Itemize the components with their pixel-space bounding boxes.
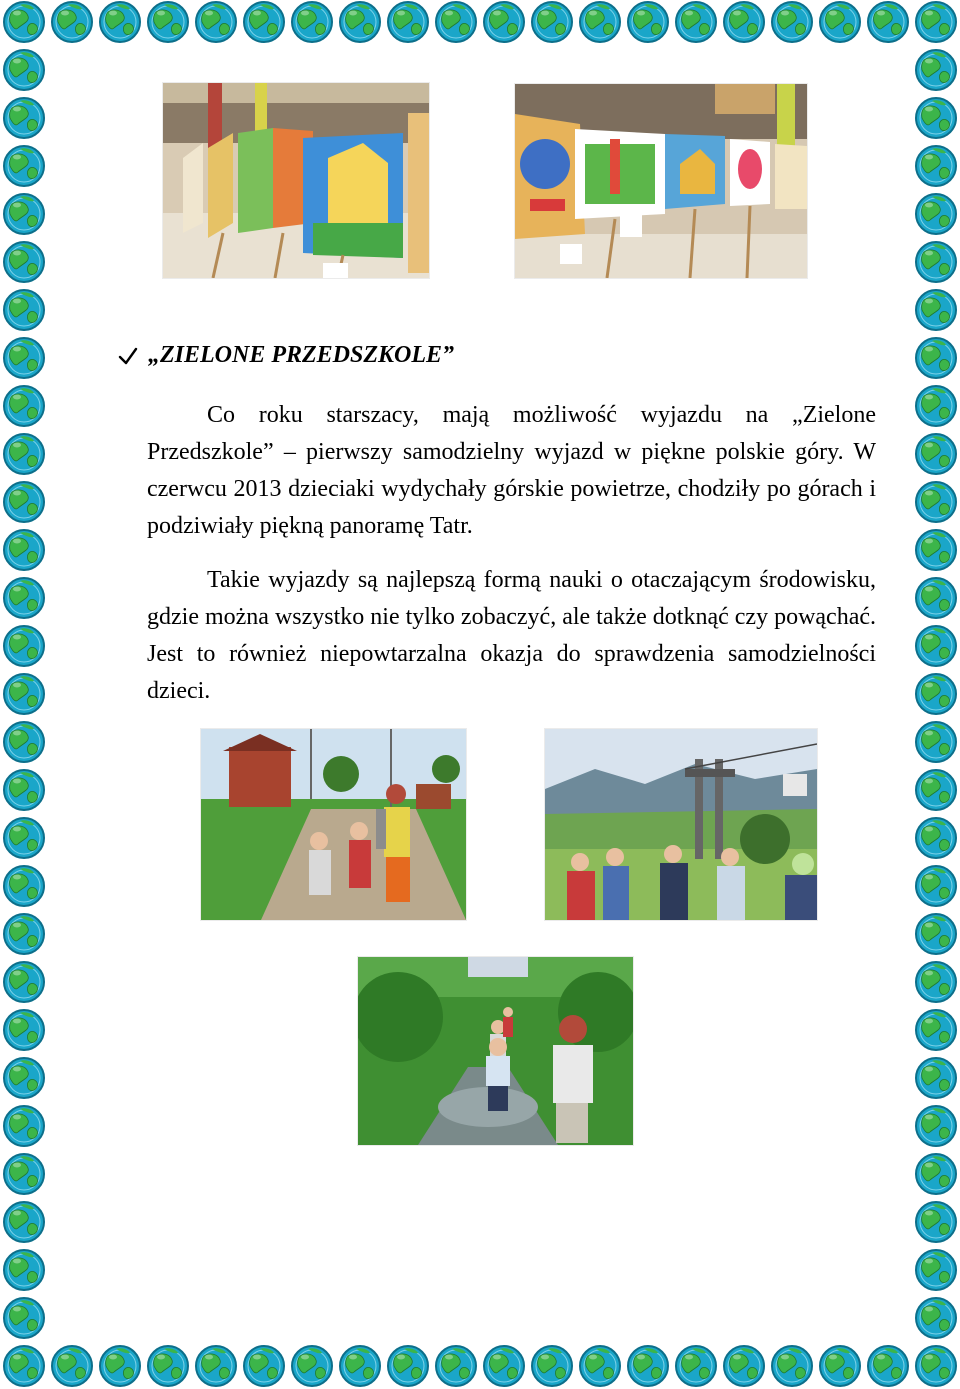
globe-icon: [340, 1346, 380, 1386]
globe-icon: [4, 1202, 44, 1242]
globe-icon: [196, 1346, 236, 1386]
globe-icon: [340, 2, 380, 42]
globe-icon: [388, 1346, 428, 1386]
globe-icon: [4, 98, 44, 138]
globe-icon: [4, 722, 44, 762]
globe-icon: [388, 2, 428, 42]
globe-icon: [436, 1346, 476, 1386]
globe-icon: [916, 626, 956, 666]
globe-icon: [916, 194, 956, 234]
section-heading: [118, 342, 454, 369]
globe-icon: [916, 1154, 956, 1194]
globe-icon: [4, 482, 44, 522]
globe-icon: [4, 50, 44, 90]
globe-icon: [676, 1346, 716, 1386]
paragraph-2-text: Takie wyjazdy są najlepszą formą nauki o otaczającym środowisku, gdzie można wszystko nie tylko zobaczyć, ale także dotknąć czy powąchać. Jest to również niepowtarzalna okazja do sprawdzenia samodzielności dzieci.: [147, 567, 877, 704]
photo-exhibition-paintings-2: [515, 84, 807, 278]
globe-icon: [916, 98, 956, 138]
globe-icon: [580, 2, 620, 42]
globe-icon: [4, 1250, 44, 1290]
globe-icon: [4, 386, 44, 426]
globe-icon: [4, 146, 44, 186]
globe-icon: [4, 914, 44, 954]
check-mark-icon: [118, 346, 138, 366]
paragraph-1-text: Co roku starszacy, mają możliwość wyjazdu na „Zielone Przedszkole” – pierwszy samodzielny wyjazd w piękne polskie góry. W czerwcu 2013 dzieciaki wydychały górskie powietrze, chodziły po górach i podziwiały piękną panoramę Tatr.: [147, 402, 876, 539]
globe-icon: [820, 1346, 860, 1386]
globe-icon: [244, 2, 284, 42]
globe-icon: [196, 2, 236, 42]
globe-icon: [4, 866, 44, 906]
globe-icon: [52, 2, 92, 42]
globe-icon: [916, 434, 956, 474]
globe-icon: [4, 2, 44, 42]
globe-icon: [148, 2, 188, 42]
globe-icon: [916, 866, 956, 906]
globe-icon: [916, 578, 956, 618]
globe-icon: [916, 1250, 956, 1290]
globe-icon: [4, 242, 44, 282]
globe-icon: [868, 1346, 908, 1386]
globe-icon: [4, 578, 44, 618]
photo-stream-crossing: [358, 957, 633, 1145]
photo-exhibition-paintings-1: [163, 83, 429, 278]
globe-icon: [916, 770, 956, 810]
globe-icon: [916, 818, 956, 858]
globe-icon: [916, 530, 956, 570]
globe-icon: [292, 1346, 332, 1386]
globe-icon: [724, 2, 764, 42]
heading-title: „ZIELONE PRZEDSZKOLE”: [148, 342, 455, 368]
globe-icon: [916, 242, 956, 282]
globe-icon: [4, 530, 44, 570]
globe-icon: [916, 290, 956, 330]
globe-icon: [916, 722, 956, 762]
globe-icon: [532, 1346, 572, 1386]
globe-icon: [628, 1346, 668, 1386]
globe-icon: [676, 2, 716, 42]
paragraph-1: [147, 397, 876, 545]
photo-mountain-cable-car: [545, 729, 817, 920]
globe-icon: [916, 482, 956, 522]
globe-icon: [4, 1106, 44, 1146]
globe-icon: [580, 1346, 620, 1386]
paragraph-2: [147, 562, 876, 710]
globe-icon: [436, 2, 476, 42]
globe-icon: [820, 2, 860, 42]
globe-icon: [4, 674, 44, 714]
globe-icon: [4, 770, 44, 810]
globe-icon: [916, 674, 956, 714]
globe-icon: [772, 1346, 812, 1386]
globe-icon: [916, 2, 956, 42]
globe-icon: [4, 818, 44, 858]
globe-icon: [4, 194, 44, 234]
globe-icon: [100, 1346, 140, 1386]
globe-icon: [916, 1058, 956, 1098]
globe-icon: [4, 1010, 44, 1050]
globe-icon: [244, 1346, 284, 1386]
globe-icon: [916, 1106, 956, 1146]
globe-icon: [772, 2, 812, 42]
globe-icon: [868, 2, 908, 42]
globe-icon: [52, 1346, 92, 1386]
globe-icon: [4, 1154, 44, 1194]
globe-icon: [532, 2, 572, 42]
globe-icon: [100, 2, 140, 42]
globe-icon: [916, 1298, 956, 1338]
globe-icon: [916, 962, 956, 1002]
globe-icon: [916, 914, 956, 954]
globe-icon: [916, 1202, 956, 1242]
globe-icon: [4, 434, 44, 474]
globe-icon: [4, 1298, 44, 1338]
globe-icon: [916, 1346, 956, 1386]
globe-icon: [4, 1058, 44, 1098]
globe-icon: [916, 1010, 956, 1050]
globe-icon: [916, 50, 956, 90]
globe-icon: [292, 2, 332, 42]
globe-icon: [916, 386, 956, 426]
globe-icon: [148, 1346, 188, 1386]
globe-icon: [4, 338, 44, 378]
globe-icon: [724, 1346, 764, 1386]
globe-icon: [916, 338, 956, 378]
globe-icon: [4, 626, 44, 666]
photo-children-walking: [201, 729, 466, 920]
globe-icon: [628, 2, 668, 42]
globe-icon: [916, 146, 956, 186]
globe-icon: [484, 2, 524, 42]
globe-icon: [484, 1346, 524, 1386]
globe-icon: [4, 962, 44, 1002]
globe-icon: [4, 290, 44, 330]
globe-icon: [4, 1346, 44, 1386]
